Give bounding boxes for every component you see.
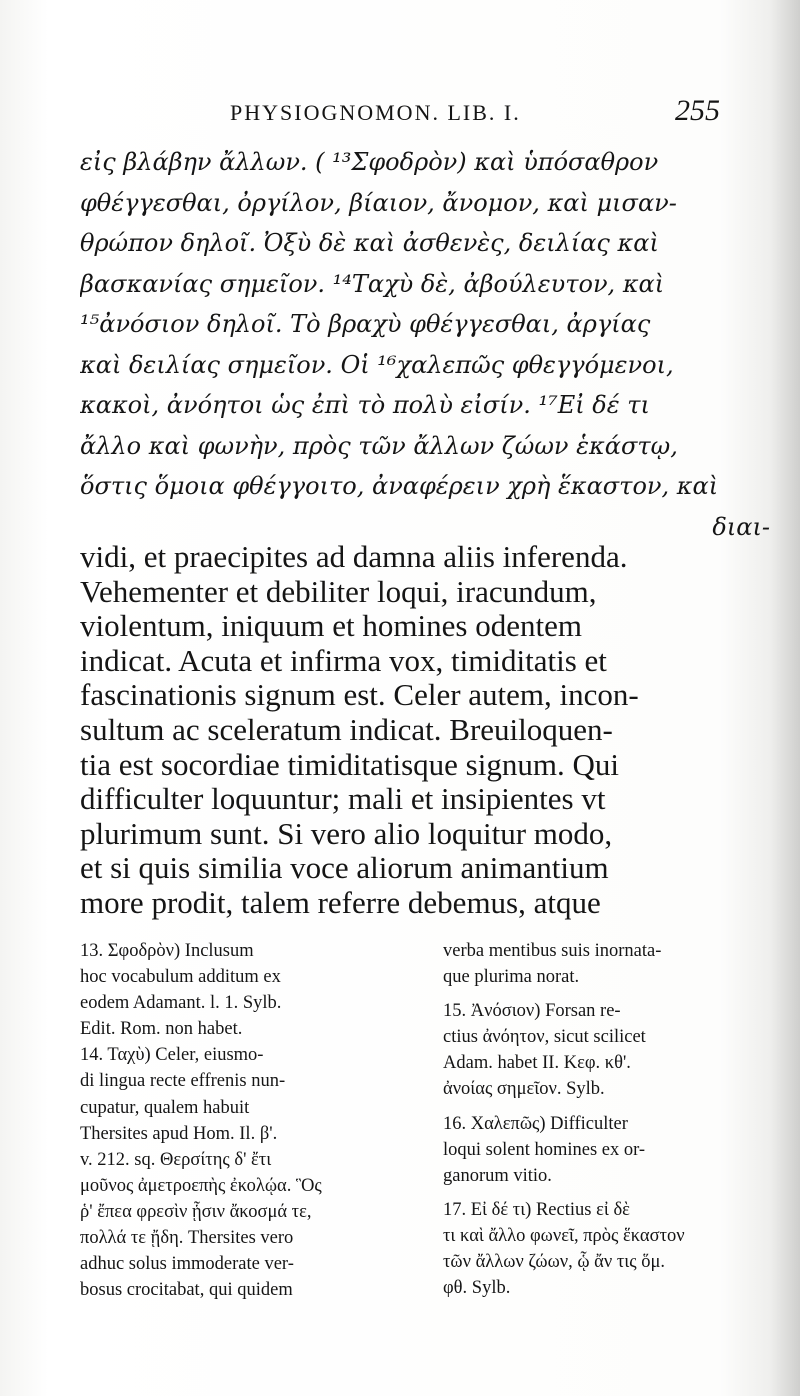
greek-line-catchword: διαι- (712, 512, 770, 541)
footnote-line: cupatur, qualem habuit (80, 1097, 250, 1118)
footnote-line: ctius ἀνόητον, sicut scilicet (443, 1027, 646, 1048)
footnote-line: Thersites apud Hom. Il. β'. (80, 1123, 278, 1144)
greek-text-block (80, 142, 770, 547)
footnote-line: verba mentibus suis inornata- (443, 941, 662, 961)
footnote-line: bosus crocitabat, qui quidem (80, 1280, 293, 1301)
footnote-line: Edit. Rom. non habet. (80, 1019, 243, 1040)
footnote-line: adhuc solus immoderate ver- (80, 1254, 294, 1275)
footnote-line: eodem Adamant. l. 1. Sylb. (80, 993, 282, 1014)
greek-line: ὅστις ὅμοια φθέγγοιτο, ἀναφέρειν χρὴ ἕκαστον, καὶ (80, 472, 719, 500)
latin-line: vidi, et praecipites ad damna aliis inferenda. (80, 540, 628, 574)
footnote-line: que plurima norat. (443, 967, 580, 988)
latin-translation-block (80, 540, 780, 921)
footnote-line: τι καὶ ἄλλο φωνεῖ, πρὸς ἕκαστον (443, 1225, 685, 1246)
greek-line: βασκανίας σημεῖον. ¹⁴Ταχὺ δὲ, ἀβούλευτον, καὶ (80, 269, 665, 298)
page-number: 255 (675, 94, 720, 127)
greek-line: κακοὶ, ἀνόητοι ὡς ἐπὶ τὸ πολὺ εἰσίν. ¹⁷Εἰ δέ τι (80, 391, 650, 419)
footnote-line: 13. Σφοδρὸν) Inclusum (80, 941, 254, 961)
footnote-line: 14. Ταχὺ) Celer, eiusmo- (80, 1045, 264, 1066)
latin-line: more prodit, talem referre debemus, atque (80, 885, 601, 920)
footnote-line: ganorum vitio. (443, 1165, 552, 1186)
latin-line: indicat. Acuta et infirma vox, timiditatis et (80, 643, 607, 678)
running-title: PHYSIOGNOMON. LIB. I. (230, 100, 521, 125)
latin-line: difficulter loquuntur; mali et insipientes vt (80, 782, 606, 817)
greek-line: θρώπον δηλοῖ. Ὀξὺ δὲ καὶ ἀσθενὲς, δειλίας καὶ (80, 229, 659, 257)
latin-line: tia est socordiae timiditatisque signum. Qui (80, 747, 619, 782)
greek-line: ¹⁵ἀνόσιον δηλοῖ. Τὸ βραχὺ φθέγγεσθαι, ἀργίας (80, 310, 651, 338)
footnote-line: πολλά τε ᾔδη. Thersites vero (80, 1228, 294, 1249)
latin-line: violentum, iniquum et homines odentem (80, 609, 582, 644)
latin-line: Vehementer et debiliter loqui, iracundum, (80, 574, 597, 609)
greek-line: ἄλλο καὶ φωνὴν, πρὸς τῶν ἄλλων ζώων ἑκάστῳ, (80, 431, 678, 460)
footnote-line: ἀνοίας σημεῖον. Sylb. (443, 1079, 605, 1100)
footnote-line: v. 212. sq. Θερσίτης δ' ἔτι (80, 1149, 272, 1170)
running-head (220, 92, 720, 132)
footnote-line: φθ. Sylb. (443, 1278, 511, 1299)
footnote-line: loqui solent homines ex or- (443, 1139, 646, 1160)
footnote-line: di lingua recte effrenis nun- (80, 1071, 286, 1092)
footnote-line: 16. Χαλεπῶς) Difficulter (443, 1113, 628, 1134)
footnote-line: 15. Ἀνόσιον) Forsan re- (443, 1001, 621, 1022)
latin-line: sultum ac sceleratum indicat. Breuiloquen- (80, 712, 613, 747)
footnote-line: Adam. habet II. Κεφ. κθ'. (443, 1053, 631, 1074)
latin-line: et si quis similia voce aliorum animantium (80, 851, 609, 886)
footnotes-left-column (80, 938, 385, 1303)
latin-line: plurimum sunt. Si vero alio loquitur modo, (80, 816, 613, 851)
footnote-line: hoc vocabulum additum ex (80, 967, 281, 988)
greek-line: καὶ δειλίας σημεῖον. Οἱ ¹⁶χαλεπῶς φθεγγόμενοι, (80, 350, 674, 379)
footnotes (80, 938, 780, 1358)
latin-line: fascinationis signum est. Celer autem, incon- (80, 678, 639, 713)
footnotes-right-column (443, 938, 748, 1301)
footnote-line: τῶν ἄλλων ζώων, ᾧ ἄν τις ὅμ. (443, 1252, 665, 1273)
greek-line: φθέγγεσθαι, ὀργίλον, βίαιον, ἄνομον, καὶ μισαν- (80, 188, 677, 217)
footnote-line: μοῦνος ἀμετροεπὴς ἐκολῴα. Ὃς (80, 1175, 322, 1196)
greek-line: εἰς βλάβην ἄλλων. ( ¹³Σφοδρὸν) καὶ ὑπόσαθρον (80, 148, 659, 176)
footnote-line: 17. Εἰ δέ τι) Rectius εἰ δὲ (443, 1199, 630, 1220)
footnote-line: ῥ' ἔπεα φρεσὶν ᾗσιν ἄκοσμά τε, (80, 1201, 312, 1222)
